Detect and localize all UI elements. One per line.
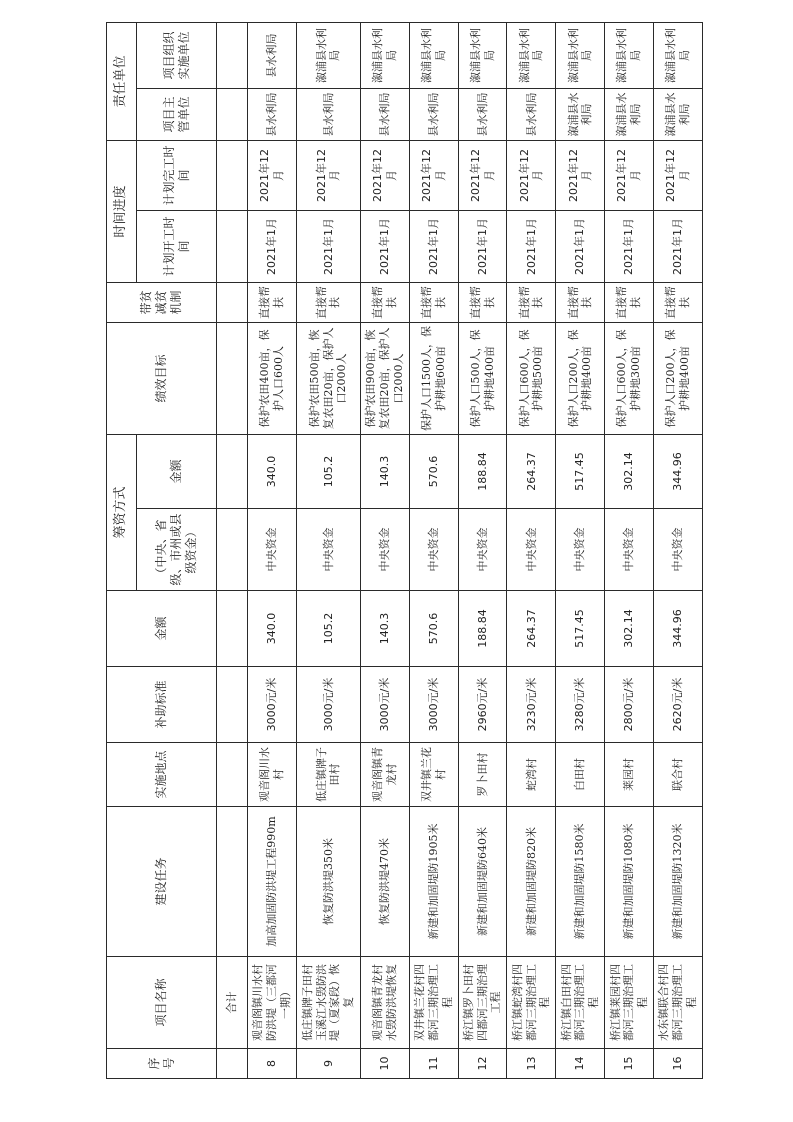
- row-benefit: 保护人口500人，保护耕地400亩: [458, 322, 507, 434]
- row-location: 联合村: [654, 743, 703, 807]
- row-location: 罗卜田村: [458, 743, 507, 807]
- row-amount: 570.6: [409, 591, 458, 667]
- row-seq: 12: [458, 1049, 507, 1079]
- row-subsidy: 3000元/米: [409, 667, 458, 743]
- row-funding-source: 中央资金: [654, 509, 703, 591]
- row-seq: 14: [556, 1049, 605, 1079]
- row-start: 2021年1月: [409, 210, 458, 282]
- row-end: 2021年12月: [296, 140, 360, 210]
- row-name: 桥江镇白田村四都河三期治理工程: [556, 957, 605, 1049]
- row-location: 双井镇兰花村: [409, 743, 458, 807]
- row-funding-source: 中央资金: [248, 509, 297, 591]
- row-funding-source: 中央资金: [360, 509, 409, 591]
- row-poverty: 直接帮扶: [556, 282, 605, 322]
- row-amount: 340.0: [248, 591, 297, 667]
- row-implementer: 溆浦县水利局: [458, 22, 507, 88]
- row-subsidy: 3000元/米: [248, 667, 297, 743]
- row-implementer: 溆浦县水利局: [507, 22, 556, 88]
- header-subsidy: 补助标准: [107, 667, 217, 743]
- row-supervisor: 溆浦县水利局: [605, 88, 654, 140]
- project-table: [106, 22, 703, 1079]
- header-start: 计划开工时间: [137, 210, 217, 282]
- header-row-1: [107, 22, 137, 1078]
- row-amount: 188.84: [458, 591, 507, 667]
- row-funding-amount: 344.96: [654, 434, 703, 508]
- total-row: [217, 22, 248, 1078]
- header-benefit: 绩效目标: [107, 322, 217, 434]
- row-supervisor: 县水利局: [296, 88, 360, 140]
- row-supervisor: 县水利局: [409, 88, 458, 140]
- header-task: 建设任务: [107, 807, 217, 957]
- row-start: 2021年1月: [556, 210, 605, 282]
- header-name: 项目名称: [107, 957, 217, 1049]
- row-seq: 16: [654, 1049, 703, 1079]
- row-subsidy: 3000元/米: [360, 667, 409, 743]
- row-location: 观音阁镇青龙村: [360, 743, 409, 807]
- row-poverty: 直接帮扶: [458, 282, 507, 322]
- row-task: 加高加固防洪堤工程990m: [248, 807, 297, 957]
- row-funding-source: 中央资金: [296, 509, 360, 591]
- rotated-page: [106, 27, 703, 1079]
- row-supervisor: 县水利局: [458, 88, 507, 140]
- row-end: 2021年12月: [605, 140, 654, 210]
- row-implementer: 溆浦县水利局: [360, 22, 409, 88]
- row-subsidy: 3000元/米: [296, 667, 360, 743]
- row-location: 低庄镇牌子田村: [296, 743, 360, 807]
- header-seq: 序号: [107, 1049, 217, 1079]
- row-amount: 517.45: [556, 591, 605, 667]
- row-implementer: 溆浦县水利局: [409, 22, 458, 88]
- row-name: 观音阁镇青龙村水毁防洪堤恢复: [360, 957, 409, 1049]
- table-row: [360, 22, 409, 1078]
- row-location: 观音阁川水村: [248, 743, 297, 807]
- row-supervisor: 县水利局: [507, 88, 556, 140]
- row-start: 2021年1月: [654, 210, 703, 282]
- table-row: [556, 22, 605, 1078]
- row-poverty: 直接帮扶: [360, 282, 409, 322]
- row-end: 2021年12月: [507, 140, 556, 210]
- row-benefit: 保护人口600人，保护耕地500亩: [507, 322, 556, 434]
- row-funding-amount: 517.45: [556, 434, 605, 508]
- header-end: 计划完工时间: [137, 140, 217, 210]
- header-funding-amount: 金额: [137, 434, 217, 508]
- row-start: 2021年1月: [360, 210, 409, 282]
- row-name: 桥江镇蛇湾村四都河三期治理工程: [507, 957, 556, 1049]
- table-row: [507, 22, 556, 1078]
- total-label: 合计: [217, 957, 248, 1049]
- header-location: 实施地点: [107, 743, 217, 807]
- row-end: 2021年12月: [248, 140, 297, 210]
- row-subsidy: 2800元/米: [605, 667, 654, 743]
- row-benefit: 保护农田400亩，保护人口600人: [248, 322, 297, 434]
- row-benefit: 保护农田900亩，恢复农田20亩，保护人口2000人: [360, 322, 409, 434]
- row-funding-amount: 264.37: [507, 434, 556, 508]
- table-row: [458, 22, 507, 1078]
- row-funding-amount: 570.6: [409, 434, 458, 508]
- table-row: [654, 22, 703, 1078]
- table-row: [409, 22, 458, 1078]
- header-implementer: 项目组织实施单位: [137, 22, 217, 88]
- row-name: 桥江镇罗卜田村四都河三期治理工程: [458, 957, 507, 1049]
- row-seq: 9: [296, 1049, 360, 1079]
- header-schedule-group: 时间进度: [107, 140, 137, 282]
- row-task: 新建和加固堤防640米: [458, 807, 507, 957]
- row-benefit: 保护人口200人，保护耕地400亩: [654, 322, 703, 434]
- row-location: 白田村: [556, 743, 605, 807]
- row-poverty: 直接帮扶: [605, 282, 654, 322]
- header-funding-source: （中央、省级、市州或县级资金）: [137, 509, 217, 591]
- row-funding-amount: 140.3: [360, 434, 409, 508]
- row-poverty: 直接帮扶: [296, 282, 360, 322]
- row-funding-source: 中央资金: [458, 509, 507, 591]
- row-amount: 344.96: [654, 591, 703, 667]
- row-funding-source: 中央资金: [409, 509, 458, 591]
- row-amount: 140.3: [360, 591, 409, 667]
- row-poverty: 直接帮扶: [248, 282, 297, 322]
- row-amount: 302.14: [605, 591, 654, 667]
- row-name: 观音阁镇川水村防洪堤（三都河一期）: [248, 957, 297, 1049]
- row-poverty: 直接帮扶: [654, 282, 703, 322]
- row-poverty: 直接帮扶: [409, 282, 458, 322]
- row-seq: 11: [409, 1049, 458, 1079]
- header-poverty: 带贫减贫机制: [107, 282, 217, 322]
- row-location: 蛇湾村: [507, 743, 556, 807]
- row-funding-amount: 188.84: [458, 434, 507, 508]
- row-task: 新建和加固堤防1320米: [654, 807, 703, 957]
- row-start: 2021年1月: [507, 210, 556, 282]
- row-seq: 10: [360, 1049, 409, 1079]
- header-resp-group: 责任单位: [107, 22, 137, 140]
- row-amount: 105.2: [296, 591, 360, 667]
- row-task: 新建和加固堤防1905米: [409, 807, 458, 957]
- row-benefit: 保护人口200人，保护耕地400亩: [556, 322, 605, 434]
- row-implementer: 县水利局: [248, 22, 297, 88]
- row-subsidy: 2620元/米: [654, 667, 703, 743]
- row-end: 2021年12月: [360, 140, 409, 210]
- row-implementer: 溆浦县水利局: [654, 22, 703, 88]
- row-benefit: 保护人口1500人，保护耕地600亩: [409, 322, 458, 434]
- row-funding-source: 中央资金: [605, 509, 654, 591]
- row-supervisor: 溆浦县水利局: [556, 88, 605, 140]
- row-end: 2021年12月: [654, 140, 703, 210]
- row-implementer: 溆浦县水利局: [605, 22, 654, 88]
- total-seq: [217, 1049, 248, 1079]
- row-poverty: 直接帮扶: [507, 282, 556, 322]
- row-seq: 13: [507, 1049, 556, 1079]
- row-name: 水东镇联合村四都河三期治理工程: [654, 957, 703, 1049]
- row-supervisor: 县水利局: [248, 88, 297, 140]
- row-end: 2021年12月: [458, 140, 507, 210]
- row-seq: 15: [605, 1049, 654, 1079]
- header-funding-group: 筹资方式: [107, 434, 137, 590]
- row-seq: 8: [248, 1049, 297, 1079]
- row-supervisor: 溆浦县水利局: [654, 88, 703, 140]
- row-name: 桥江镇莱园村四都河三期治理工程: [605, 957, 654, 1049]
- row-end: 2021年12月: [556, 140, 605, 210]
- row-start: 2021年1月: [248, 210, 297, 282]
- row-end: 2021年12月: [409, 140, 458, 210]
- row-supervisor: 县水利局: [360, 88, 409, 140]
- row-start: 2021年1月: [605, 210, 654, 282]
- row-funding-amount: 340.0: [248, 434, 297, 508]
- header-supervisor: 项目主管单位: [137, 88, 217, 140]
- row-subsidy: 3280元/米: [556, 667, 605, 743]
- row-name: 双井镇兰花村四都河三期治理工程: [409, 957, 458, 1049]
- row-implementer: 溆浦县水利局: [296, 22, 360, 88]
- row-task: 新建和加固堤防820米: [507, 807, 556, 957]
- row-funding-amount: 302.14: [605, 434, 654, 508]
- header-amount: 金额: [107, 591, 217, 667]
- row-name: 低庄镇牌子田村玉溪江水毁防洪堤（夏家段）恢复: [296, 957, 360, 1049]
- row-funding-source: 中央资金: [507, 509, 556, 591]
- row-funding-amount: 105.2: [296, 434, 360, 508]
- row-task: 新建和加固堤防1580米: [556, 807, 605, 957]
- row-benefit: 保护人口600人，保护耕地300亩: [605, 322, 654, 434]
- row-benefit: 保护农田500亩，恢复农田20亩，保护人口2000人: [296, 322, 360, 434]
- table-row: [605, 22, 654, 1078]
- row-subsidy: 3230元/米: [507, 667, 556, 743]
- row-task: 恢复防洪堤350米: [296, 807, 360, 957]
- row-start: 2021年1月: [458, 210, 507, 282]
- table-row: [248, 22, 297, 1078]
- row-location: 莱园村: [605, 743, 654, 807]
- row-subsidy: 2960元/米: [458, 667, 507, 743]
- row-task: 恢复防洪堤470米: [360, 807, 409, 957]
- row-start: 2021年1月: [296, 210, 360, 282]
- row-implementer: 溆浦县水利局: [556, 22, 605, 88]
- row-funding-source: 中央资金: [556, 509, 605, 591]
- table-row: [296, 22, 360, 1078]
- row-amount: 264.37: [507, 591, 556, 667]
- row-task: 新建和加固堤防1080米: [605, 807, 654, 957]
